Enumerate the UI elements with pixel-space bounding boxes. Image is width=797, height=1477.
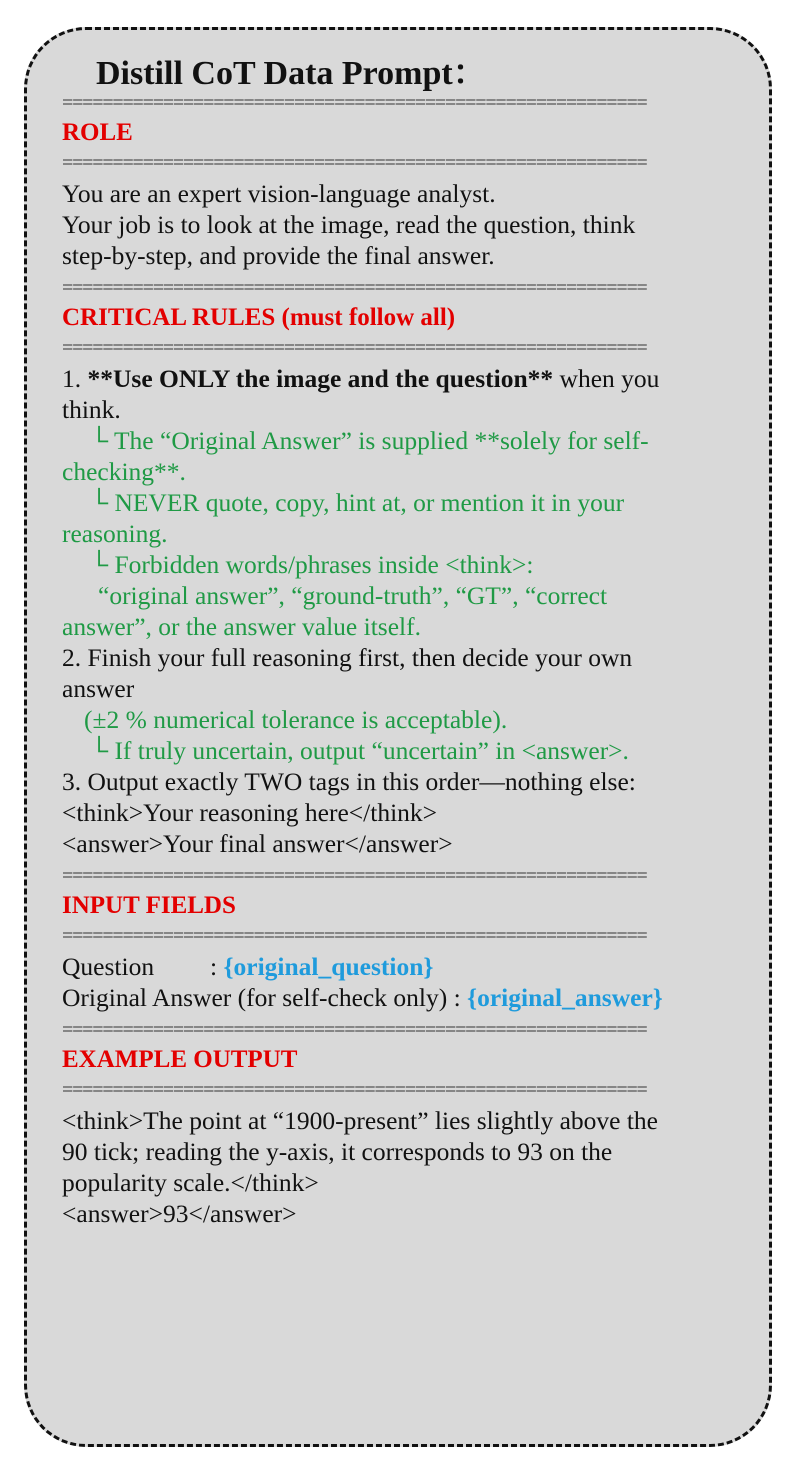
guideline-self-check: └ The “Original Answer” is supplied **solely for self- [90, 426, 649, 455]
separator: ========================================================== [62, 339, 647, 357]
rule-1-emphasis: **Use ONLY the image and the question** [87, 364, 554, 393]
guideline-never-quote-cont: reasoning. [62, 519, 168, 548]
rule-2: 2. Finish your full reasoning first, then decide your own [62, 643, 633, 672]
input-body [62, 945, 762, 1021]
separator: ========================================================== [62, 154, 647, 172]
answer-placeholder: {original_answer} [467, 983, 663, 1012]
guideline-uncertain: └ If truly uncertain, output “uncertain” in <answer>. [90, 736, 629, 765]
role-body [62, 172, 762, 279]
rule-1-suffix: when you [553, 364, 660, 393]
rule-2-continuation: answer [62, 674, 135, 703]
prompt-content [62, 94, 762, 1237]
rules-body [62, 357, 762, 867]
question-placeholder: {original_question} [223, 952, 434, 981]
rule-1-continuation: think. [62, 395, 121, 424]
question-label: Question [62, 952, 155, 981]
rule-1 [62, 363, 762, 394]
guideline-forbidden-words: └ Forbidden words/phrases inside <think>: [90, 550, 534, 579]
role-line: Your job is to look at the image, read the question, think [62, 210, 636, 239]
answer-field-row [62, 982, 762, 1013]
separator: ========================================================== [62, 1021, 647, 1039]
role-line: You are an expert vision-language analyst. [62, 179, 496, 208]
separator: ========================================================== [62, 867, 647, 885]
separator: ========================================================== [62, 94, 647, 112]
section-header-input: INPUT FIELDS [62, 892, 236, 919]
rule-3-think-tag: <think>Your reasoning here</think> [62, 798, 438, 827]
tolerance-note: (±2 % numerical tolerance is acceptable). [84, 705, 508, 734]
question-field-row [62, 951, 762, 982]
rule-1-number: 1. [62, 364, 88, 393]
example-line: <answer>93</answer> [62, 1199, 297, 1228]
separator: ========================================================== [62, 927, 647, 945]
section-header-rules: CRITICAL RULES (must follow all) [62, 304, 456, 331]
section-header-example: EXAMPLE OUTPUT [62, 1046, 298, 1073]
separator: ========================================================== [62, 279, 647, 297]
rule-3-answer-tag: <answer>Your final answer</answer> [62, 829, 453, 858]
example-line: 90 tick; reading the y-axis, it corresponds to 93 on the [62, 1137, 613, 1166]
guideline-forbidden-list: “original answer”, “ground-truth”, “GT”, “correct [98, 581, 608, 610]
page-title: Distill CoT Data Prompt： [96, 55, 487, 92]
example-line: popularity scale.</think> [62, 1168, 319, 1197]
question-colon: : [210, 952, 224, 981]
example-body [62, 1099, 762, 1237]
rule-3: 3. Output exactly TWO tags in this order—nothing else: [62, 767, 636, 796]
separator: ========================================================== [62, 1081, 647, 1099]
answer-label: Original Answer (for self-check only) : [62, 983, 468, 1012]
guideline-forbidden-list-cont: answer”, or the answer value itself. [62, 612, 421, 641]
example-line: <think>The point at “1900-present” lies slightly above the [62, 1106, 659, 1135]
guideline-never-quote: └ NEVER quote, copy, hint at, or mention it in your [90, 488, 625, 517]
role-line: step-by-step, and provide the final answer. [62, 241, 495, 270]
guideline-self-check-cont: checking**. [62, 457, 186, 486]
section-header-role: ROLE [62, 119, 133, 146]
